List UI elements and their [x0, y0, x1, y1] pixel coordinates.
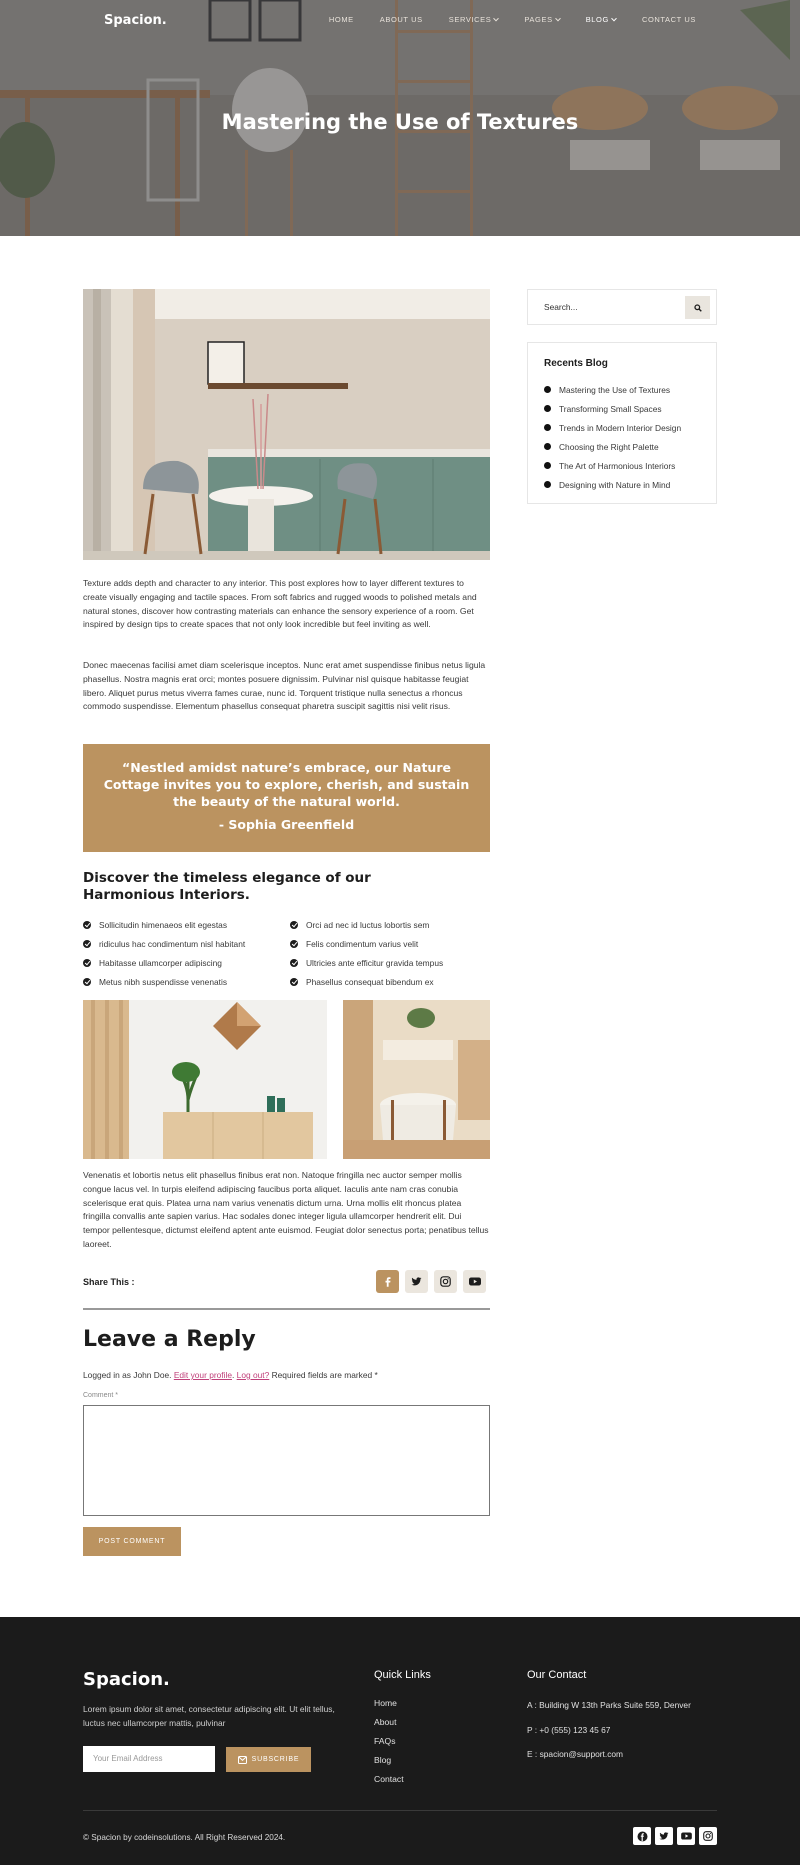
footer-link-about[interactable]: About	[374, 1716, 397, 1727]
recent-item[interactable]	[544, 380, 681, 399]
footer-youtube-button[interactable]	[677, 1827, 695, 1845]
recent-list	[544, 380, 681, 494]
check-circle-icon	[290, 921, 298, 929]
site-logo[interactable]: Spacion.	[104, 13, 167, 28]
menu-label: BLOG	[585, 15, 609, 24]
footer-twitter-button[interactable]	[655, 1827, 673, 1845]
check-circle-icon	[83, 959, 91, 967]
menu-item-blog[interactable]	[586, 15, 616, 24]
list-item-text: Felis condimentum varius velit	[306, 938, 419, 949]
list-item	[83, 972, 245, 991]
newsletter-email-input[interactable]: Your Email Address	[83, 1746, 215, 1772]
recent-item-label: Trends in Modern Interior Design	[559, 422, 682, 433]
instagram-icon	[440, 1276, 451, 1287]
post-comment-button[interactable]: POST COMMENT	[83, 1527, 181, 1556]
recent-item-label: Designing with Nature in Mind	[559, 479, 671, 490]
share-twitter-button[interactable]	[405, 1270, 428, 1293]
check-circle-icon	[290, 940, 298, 948]
list-item	[290, 953, 443, 972]
list-item	[83, 953, 245, 972]
recent-blog-widget	[527, 342, 717, 504]
share-label: Share This :	[83, 1277, 135, 1287]
section-heading: Discover the timeless elegance of our Harmonious Interiors.	[83, 870, 371, 903]
recent-item-label: Transforming Small Spaces	[559, 403, 662, 414]
list-item	[290, 915, 443, 934]
menu-item-home[interactable]	[329, 15, 354, 24]
bullet-icon	[544, 405, 551, 412]
widget-title: Recents Blog	[544, 358, 608, 369]
search-input[interactable]: Search...	[544, 302, 578, 312]
menu-item-services[interactable]	[449, 15, 499, 24]
body-paragraph: Donec maecenas facilisi amet diam scelerisque inceptos. Nunc erat amet suspendisse finibus netus ligula phasellus. Nostra magnis erat orci; montes posuere dignissim. Pulvinar nisl quisque habitasse feugiat libero. Aliquet purus metus viverra fames curae, nunc id. Torquent tristique nulla senectus a rhoncus commodo suspendisse. Elementum phasellus consequat pharetra suscipit sagittis nisi velit risus.	[83, 660, 486, 712]
footer-instagram-button[interactable]	[699, 1827, 717, 1845]
list-item	[290, 972, 443, 991]
contact-email: E : spacion@support.com	[527, 1749, 624, 1760]
contact-phone: P : +0 (555) 123 45 67	[527, 1724, 611, 1735]
footer-description: Lorem ipsum dolor sit amet, consectetur adipiscing elit. Ut elit tellus, luctus nec ullamcorper mattis, pulvinar	[83, 1704, 335, 1728]
list-item	[290, 934, 443, 953]
quote-author: - Sophia Greenfield	[218, 817, 355, 832]
footer-social	[633, 1827, 717, 1845]
recent-item[interactable]	[544, 418, 681, 437]
bullet-icon	[544, 443, 551, 450]
check-circle-icon	[83, 921, 91, 929]
gallery-image-dining	[343, 1000, 490, 1159]
gallery-image-sideboard	[83, 1000, 327, 1159]
menu-label: PAGES	[524, 15, 553, 24]
menu-label: ABOUT US	[379, 15, 423, 24]
footer-link-home[interactable]: Home	[374, 1697, 397, 1708]
blockquote	[83, 744, 490, 852]
intro-paragraph: Texture adds depth and character to any interior. This post explores how to layer different textures to create visually engaging and tactile spaces. From soft fabrics and rugged woods to polished metals and natural stones, discover how contrasting materials can enhance the sensory experience of a room. Get inspired by design tips to create spaces that not only look incredible but feel inviting as well.	[83, 578, 477, 630]
reply-heading: Leave a Reply	[83, 1327, 256, 1352]
list-item	[83, 934, 245, 953]
list-item-text: Ultricies ante efficitur gravida tempus	[306, 957, 444, 968]
check-circle-icon	[83, 940, 91, 948]
share-youtube-button[interactable]	[463, 1270, 486, 1293]
list-item-text: ridiculus hac condimentum nisl habitant	[99, 938, 246, 949]
menu-item-about[interactable]	[380, 15, 423, 24]
share-facebook-button[interactable]	[376, 1270, 399, 1293]
youtube-icon	[681, 1832, 692, 1840]
footer-link-blog[interactable]: Blog	[374, 1754, 392, 1765]
share-buttons	[376, 1270, 486, 1293]
bullet-icon	[544, 386, 551, 393]
recent-item-label: Choosing the Right Palette	[559, 441, 659, 452]
bullet-icon	[544, 481, 551, 488]
top-navigation	[0, 0, 800, 40]
checklist-right	[290, 915, 443, 991]
search-icon	[694, 304, 702, 312]
search-button[interactable]	[685, 296, 710, 319]
instagram-icon	[703, 1831, 713, 1841]
recent-item[interactable]	[544, 456, 681, 475]
bullet-icon	[544, 424, 551, 431]
quick-links	[374, 1693, 404, 1788]
logged-in-note	[83, 1370, 378, 1380]
separator: .	[232, 1370, 235, 1380]
comment-textarea[interactable]	[83, 1405, 490, 1516]
edit-profile-link[interactable]: Edit your profile	[173, 1370, 232, 1380]
footer-logo[interactable]: Spacion.	[83, 1669, 170, 1690]
list-item-text: Metus nibh suspendisse venenatis	[99, 976, 228, 987]
recent-item-label: The Art of Harmonious Interiors	[559, 460, 676, 471]
recent-item[interactable]	[544, 475, 681, 494]
footer-link-faqs[interactable]: FAQs	[374, 1735, 396, 1746]
contact-address: A : Building W 13th Parks Suite 559, Denver	[527, 1700, 691, 1711]
quote-text: “Nestled amidst nature’s embrace, our Nature Cottage invites you to explore, cherish, and sustain the beauty of the natural world.	[103, 760, 470, 809]
logged-in-text: Logged in as John Doe.	[83, 1370, 172, 1380]
featured-image	[83, 289, 490, 560]
menu-label: CONTACT US	[641, 15, 696, 24]
chevron-down-icon	[494, 15, 500, 21]
youtube-icon	[469, 1277, 481, 1286]
quick-links-title: Quick Links	[374, 1669, 431, 1681]
chevron-down-icon	[555, 15, 561, 21]
page-title: Mastering the Use of Textures	[221, 110, 579, 134]
footer-divider	[83, 1810, 717, 1811]
mail-icon	[238, 1756, 247, 1764]
subscribe-label: SUBSCRIBE	[251, 1756, 300, 1763]
chevron-down-icon	[611, 15, 617, 21]
copyright: © Spacion by codeinsolutions. All Right Reserved 2024.	[83, 1833, 286, 1842]
bullet-icon	[544, 462, 551, 469]
facebook-icon	[637, 1831, 648, 1842]
list-item-text: Phasellus consequat bibendum ex	[306, 976, 434, 987]
divider	[83, 1308, 490, 1310]
twitter-icon	[659, 1832, 669, 1841]
menu-item-contact[interactable]	[642, 15, 696, 24]
log-out-link[interactable]: Log out?	[236, 1370, 270, 1380]
check-circle-icon	[83, 978, 91, 986]
recent-item[interactable]	[544, 437, 681, 456]
check-circle-icon	[290, 959, 298, 967]
menu-label: HOME	[328, 15, 354, 24]
check-circle-icon	[290, 978, 298, 986]
subscribe-button[interactable]	[226, 1747, 311, 1772]
twitter-icon	[411, 1277, 422, 1287]
footer-facebook-button[interactable]	[633, 1827, 651, 1845]
list-item-text: Sollicitudin himenaeos elit egestas	[99, 919, 228, 930]
comment-label: Comment *	[83, 1392, 119, 1399]
checklist-left	[83, 915, 245, 991]
recent-item-label: Mastering the Use of Textures	[559, 384, 671, 395]
sidebar-search	[527, 289, 717, 325]
footer-link-contact[interactable]: Contact	[374, 1773, 404, 1784]
list-item-text: Habitasse ullamcorper adipiscing	[99, 957, 222, 968]
main-menu	[303, 15, 696, 24]
facebook-icon	[383, 1277, 393, 1287]
list-item	[83, 915, 245, 934]
body-paragraph: Venenatis et lobortis netus elit phasellus finibus erat non. Natoque fringilla nec auctor semper mollis congue lacus vel. In turpis eleifend adipiscing faucibus porta aliquet. Iaculis ante nam cras conubia scelerisque erat quis. Platea urna nam varius venenatis dictum urna. Urna mollis elit rhoncus platea fringilla convallis ante sapien varius. Hac sodales donec integer ligula ullamcorper hendrerit elit. Dui tempor pellentesque, dictumst eleifend aptent ante euismod. Feugiat dolor senectus porta; penatibus tellus laoreet.	[83, 1170, 489, 1249]
required-note: Required fields are marked *	[271, 1370, 378, 1380]
list-item-text: Orci ad nec id luctus lobortis sem	[306, 919, 430, 930]
menu-item-pages[interactable]	[524, 15, 559, 24]
hero-banner	[0, 0, 800, 236]
menu-label: SERVICES	[448, 15, 492, 24]
contact-title: Our Contact	[527, 1669, 587, 1681]
site-footer	[0, 1617, 800, 1865]
recent-item[interactable]	[544, 399, 681, 418]
share-instagram-button[interactable]	[434, 1270, 457, 1293]
contact-info	[527, 1693, 691, 1767]
